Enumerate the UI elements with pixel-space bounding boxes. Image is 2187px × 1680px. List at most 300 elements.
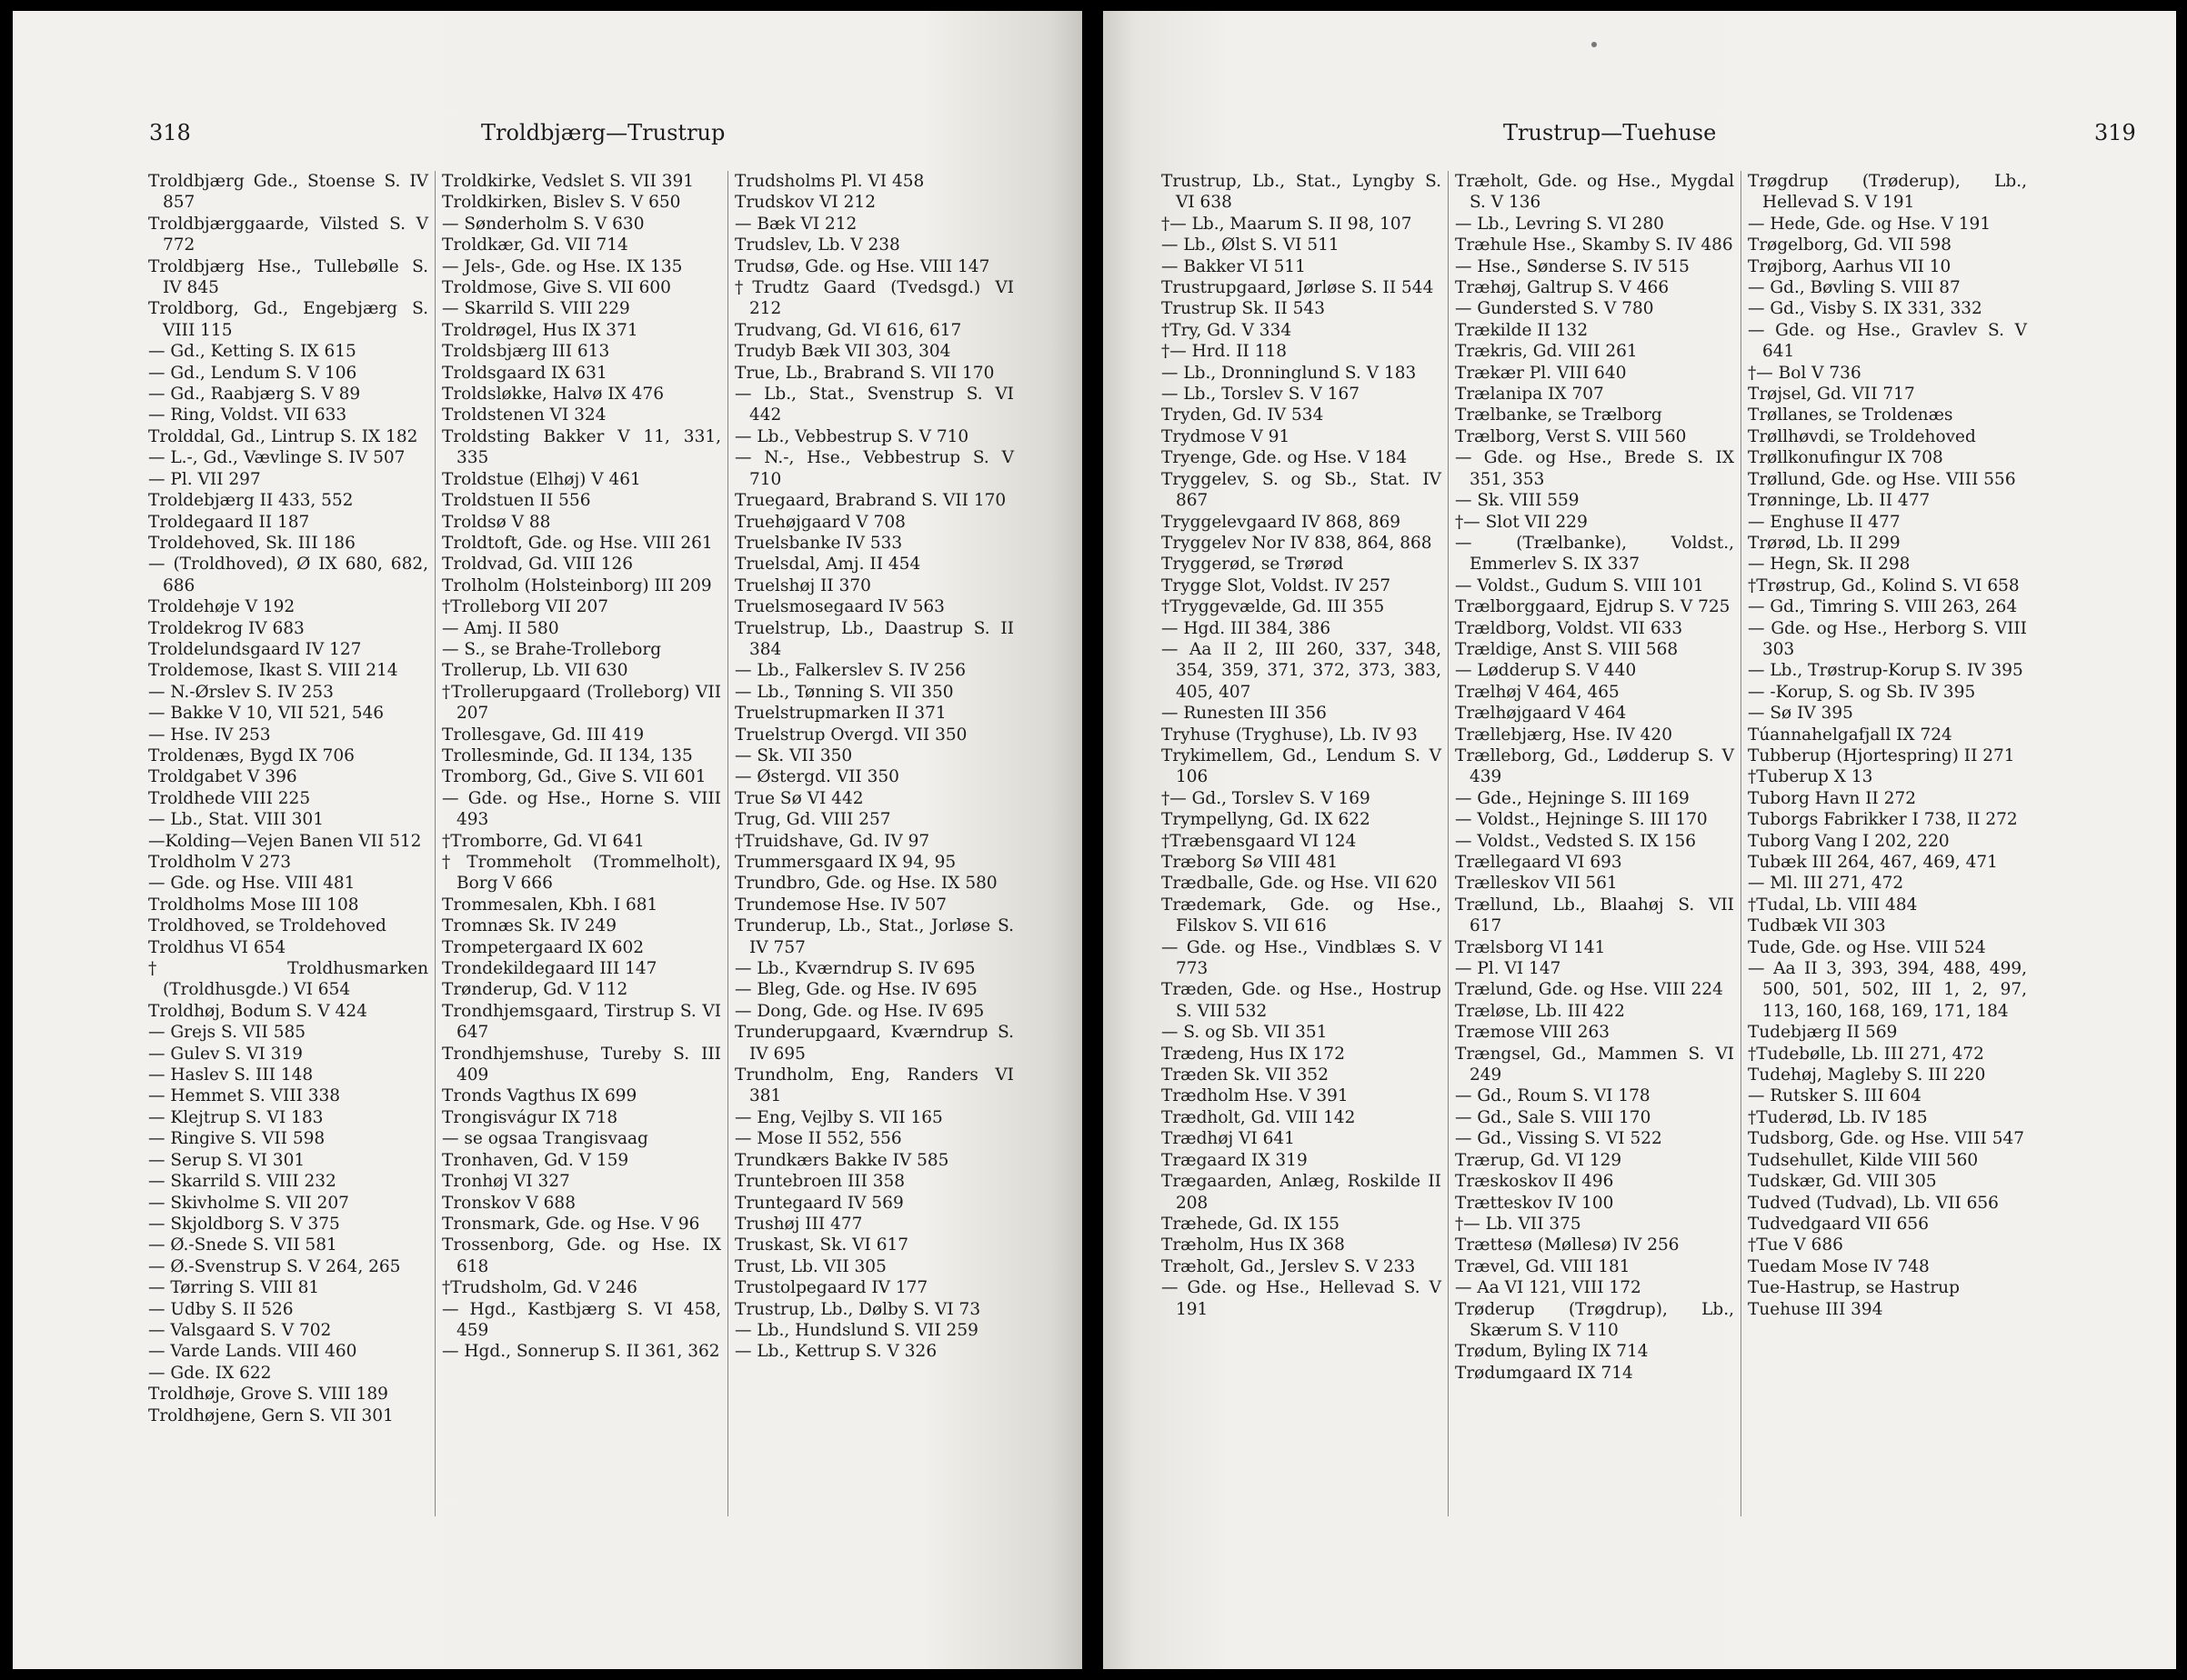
index-entry: Trummersgaard IX 94, 95	[735, 853, 957, 872]
index-entry: — Hemmet S. VIII 338	[148, 1086, 341, 1106]
index-entry: — Sk. VII 350	[735, 745, 853, 765]
index-entry: — Bleg, Gde. og Hse. IV 695	[735, 980, 978, 1000]
index-entry: — Lb., Trøstrup-Korup S. IV 395	[1748, 661, 2023, 681]
index-entry: Trossenborg, Gde. og Hse. IX 618	[442, 1235, 721, 1276]
index-entry: Trustrup, Lb., Stat., Lyngby S. VI 638	[1161, 172, 1441, 213]
index-entry: Troldhøj, Bodum S. V 424	[148, 1001, 367, 1021]
index-entry: Trælund, Gde. og Hse. VIII 224	[1455, 980, 1723, 1000]
index-entry: Troldhede VIII 225	[148, 788, 311, 808]
index-entry: Trædemark, Gde. og Hse., Filskov S. VII 616	[1161, 895, 1441, 936]
index-entry: — Grejs S. VII 585	[148, 1023, 306, 1043]
index-entry: Troldsø V 88	[442, 512, 551, 532]
index-entry: Trælbanke, se Trælborg	[1455, 405, 1662, 425]
index-entry: Troldsting Bakker V 11, 331, 335	[442, 426, 721, 468]
index-entry: Truntegaard IV 569	[735, 1193, 904, 1213]
index-entry: Træhøj, Galtrup S. V 466	[1455, 278, 1670, 298]
index-columns	[142, 171, 1062, 1516]
index-entry: †Tromborre, Gd. VI 641	[442, 831, 645, 851]
index-entry: Trørød, Lb. II 299	[1748, 533, 1901, 553]
index-entry: †Troldhusmarken (Troldhusgde.) VI 654	[148, 959, 428, 1000]
index-entry: Trøjsel, Gd. VII 717	[1748, 385, 1915, 405]
index-entry: — Aa VI 121, VIII 172	[1455, 1278, 1641, 1298]
index-entry: Trøgdrup (Trøderup), Lb., Hellevad S. V 191	[1748, 172, 2027, 213]
index-entry: Troldvad, Gd. VIII 126	[442, 555, 634, 575]
index-entry: †Trommeholt (Trommelholt), Borg V 666	[442, 853, 721, 894]
index-entry: Troldkirke, Vedslet S. VII 391	[442, 172, 695, 191]
index-entry: Trompetergaard IX 602	[442, 937, 645, 957]
index-entry: — Bakke V 10, VII 521, 546	[148, 704, 385, 724]
index-entry: Truelstrupmarken II 371	[735, 704, 947, 724]
index-entry: Tubberup (Hjortespring) II 271	[1748, 745, 2015, 765]
index-entry: Trundbro, Gde. og Hse. IX 580	[735, 874, 998, 894]
index-entry: Trælsborg VI 141	[1455, 937, 1606, 957]
index-entry: — Gde. IX 622	[148, 1363, 272, 1383]
index-entry: Trushøj III 477	[735, 1214, 863, 1234]
index-entry: — Hse., Sønderse S. IV 515	[1455, 256, 1690, 276]
index-entry: Trolholm (Holsteinborg) III 209	[442, 575, 712, 595]
index-entry: Trug, Gd. VIII 257	[735, 810, 891, 830]
index-entry: Tubæk III 264, 467, 469, 471	[1748, 853, 1998, 872]
index-entry: — Lb., Falkerslev S. IV 256	[735, 661, 967, 681]
index-entry: — Hgd., Sonnerup S. II 361, 362	[442, 1342, 720, 1362]
index-entry: Trædholm Hse. V 391	[1161, 1086, 1349, 1106]
index-entry: — Lb., Kettrup S. V 326	[735, 1342, 938, 1362]
index-entry: Trundemose Hse. IV 507	[735, 895, 948, 915]
index-entry: Trækilde II 132	[1455, 320, 1589, 340]
index-entry: Træholt, Gd., Jerslev S. V 233	[1161, 1256, 1416, 1276]
index-entry: Troldelundsgaard IV 127	[148, 639, 362, 659]
index-entry: — Gde. og Hse., Hellevad S. V 191	[1161, 1278, 1441, 1319]
index-entry: Troldkær, Gd. VII 714	[442, 235, 628, 255]
index-entry: †Trollerupgaard (Trolleborg) VII 207	[442, 682, 721, 724]
index-entry: Tromnæs Sk. IV 249	[442, 916, 617, 936]
index-entry: — Lb., Stat. VIII 301	[148, 810, 324, 830]
index-entry: Trudskov VI 212	[735, 193, 876, 213]
index-entry: — Gd., Lendum S. V 106	[148, 363, 357, 383]
index-column	[1741, 171, 2033, 1516]
index-entry: — Gulev S. VI 319	[148, 1044, 303, 1064]
index-entry: †Tryggevælde, Gd. III 355	[1161, 597, 1385, 617]
index-entry: Tuborg Havn II 272	[1748, 788, 1917, 808]
index-entry: — Mose II 552, 556	[735, 1129, 902, 1149]
index-entry: Tronhaven, Gd. V 159	[442, 1150, 629, 1170]
index-entry: Trængsel, Gd., Mammen S. VI 249	[1455, 1044, 1734, 1085]
index-column	[142, 171, 435, 1516]
right-page	[1103, 11, 2176, 1669]
index-entry: Trælborg, Verst S. VIII 560	[1455, 426, 1687, 446]
index-entry: — Lb., Dronninglund S. V 183	[1161, 363, 1417, 383]
index-entry: Trolddal, Gd., Lintrup S. IX 182	[148, 426, 418, 446]
index-entry: — Gd., Raabjærg S. V 89	[148, 385, 361, 405]
index-entry: Trommesalen, Kbh. I 681	[442, 895, 658, 915]
index-entry: Trædballe, Gde. og Hse. VII 620	[1161, 874, 1438, 894]
index-entry: Tuedam Mose IV 748	[1748, 1256, 1930, 1276]
index-entry: †— Lb. VII 375	[1455, 1214, 1581, 1234]
index-entry: Tude, Gde. og Hse. VIII 524	[1748, 937, 1986, 957]
index-entry: — Voldst., Gudum S. VIII 101	[1455, 575, 1704, 595]
index-entry: —Kolding—Vejen Banen VII 512	[148, 831, 422, 851]
index-entry: — Gundersted S. V 780	[1455, 299, 1654, 319]
index-entry: Træløse, Lb. III 422	[1455, 1001, 1625, 1021]
index-entry: Trægaard IX 319	[1161, 1150, 1308, 1170]
index-column	[1448, 171, 1741, 1516]
index-entry: Truelstrup, Lb., Daastrup S. II 384	[735, 618, 1014, 659]
index-entry: — Sø IV 395	[1748, 704, 1853, 724]
index-entry: Trustrup Sk. II 543	[1161, 299, 1325, 319]
running-head: Trustrup—Tuehuse	[1503, 120, 1717, 145]
index-entry: Troldtoft, Gde. og Hse. VIII 261	[442, 533, 713, 553]
index-entry: Trærup, Gd. VI 129	[1455, 1150, 1622, 1170]
index-entry: Trønninge, Lb. II 477	[1748, 491, 1931, 511]
index-entry: Troldbjærg Gde., Stoense S. IV 857	[148, 172, 428, 213]
index-entry: Trælanipa IX 707	[1455, 385, 1604, 405]
page-number: 318	[149, 120, 191, 145]
index-entry: — Hgd., Kastbjærg S. VI 458, 459	[442, 1299, 721, 1340]
index-entry: Truelstrup Overgd. VII 350	[735, 725, 968, 745]
index-entry: — Gde. og Hse., Vindblæs S. V 773	[1161, 937, 1441, 979]
index-entry: Trægaarden, Anlæg, Roskilde II 208	[1161, 1172, 1441, 1213]
index-entry: — S., se Brahe-Trolleborg	[442, 639, 662, 659]
index-entry: Trældborg, Voldst. VII 633	[1455, 618, 1683, 638]
index-entry: Tryggerød, se Trørød	[1161, 555, 1344, 575]
index-entry: †Tudal, Lb. VIII 484	[1748, 895, 1918, 915]
index-entry: — Haslev S. III 148	[148, 1065, 314, 1085]
index-entry: Trunderup, Lb., Stat., Jorløse S. IV 757	[735, 916, 1014, 957]
index-entry: — N.-Ørslev S. IV 253	[148, 682, 334, 702]
index-entry: Træmose VIII 263	[1455, 1023, 1610, 1043]
index-entry: Træholt, Gde. og Hse., Mygdal S. V 136	[1455, 172, 1734, 213]
index-entry: Troldrøgel, Hus IX 371	[442, 320, 638, 340]
index-entry: †Trudsholm, Gd. V 246	[442, 1278, 637, 1298]
index-entry: Troldborg, Gd., Engebjærg S. VIII 115	[148, 299, 428, 340]
index-entry: Tryenge, Gde. og Hse. V 184	[1161, 448, 1408, 468]
index-entry: — Gde. og Hse., Herborg S. VIII 303	[1748, 618, 2027, 659]
index-entry: Trydmose V 91	[1161, 426, 1290, 446]
index-entry: — (Troldhoved), Ø IX 680, 682, 686	[148, 555, 428, 595]
index-entry: †Tue V 686	[1748, 1235, 1843, 1255]
index-entry: †— Lb., Maarum S. II 98, 107	[1161, 214, 1412, 234]
page-number: 319	[2094, 120, 2136, 145]
index-entry: Trollesminde, Gd. II 134, 135	[442, 745, 693, 765]
index-column	[727, 171, 1020, 1516]
index-entry: Trøllkonufingur IX 708	[1748, 448, 1943, 468]
index-entry: Troldgabet V 396	[148, 767, 297, 787]
index-entry: Trødumgaard IX 714	[1455, 1363, 1633, 1383]
index-entry: Trympellyng, Gd. IX 622	[1161, 810, 1370, 830]
index-entry: Tromborg, Gd., Give S. VII 601	[442, 767, 707, 787]
index-entry: Tryden, Gd. IV 534	[1161, 405, 1324, 425]
index-entry: — Gd., Roum S. VI 178	[1455, 1086, 1650, 1106]
index-entry: Tronhøj VI 327	[442, 1172, 570, 1192]
index-entry: Trygge Slot, Voldst. IV 257	[1161, 575, 1391, 595]
index-entry: Trællegaard VI 693	[1455, 853, 1622, 872]
index-entry: — Tørring S. VIII 81	[148, 1278, 320, 1298]
index-entry: Trøjborg, Aarhus VII 10	[1748, 256, 1951, 276]
index-entry: — Enghuse II 477	[1748, 512, 1901, 532]
index-entry: Tronds Vagthus IX 699	[442, 1086, 637, 1106]
index-entry: — Skarrild S. VIII 232	[148, 1172, 336, 1192]
index-entry: — Gd., Timring S. VIII 263, 264	[1748, 597, 2018, 617]
index-entry: Tryhuse (Tryghuse), Lb. IV 93	[1161, 725, 1418, 745]
index-entry: Tronskov V 688	[442, 1193, 576, 1213]
index-entry: Trældige, Anst S. VIII 568	[1455, 639, 1679, 659]
index-entry: Trøllanes, se Troldenæs	[1748, 405, 1953, 425]
index-entry: — -Korup, S. og Sb. IV 395	[1748, 682, 1976, 702]
index-entry: — Lødderup S. V 440	[1455, 661, 1637, 681]
index-entry: — Gd., Visby S. IX 331, 332	[1748, 299, 1982, 319]
index-entry: Tudsehullet, Kilde VIII 560	[1748, 1150, 1979, 1170]
index-entry: Troldekrog IV 683	[148, 618, 305, 638]
index-entry: Troldmose, Give S. VII 600	[442, 278, 671, 298]
index-entry: — Sønderholm S. V 630	[442, 214, 645, 234]
index-entry: Træden Sk. VII 352	[1161, 1065, 1329, 1085]
index-entry: Trævel, Gd. VIII 181	[1455, 1256, 1630, 1276]
index-entry: †— Gd., Torslev S. V 169	[1161, 788, 1370, 808]
index-entry: — Hgd. III 384, 386	[1161, 618, 1331, 638]
index-entry: Troldhoved, se Troldehoved	[148, 916, 386, 936]
index-entry: Træholm, Hus IX 368	[1161, 1235, 1345, 1255]
index-entry: — S. og Sb. VII 351	[1161, 1023, 1328, 1043]
index-entry: Trustrup, Lb., Dølby S. VI 73	[735, 1299, 981, 1319]
index-entry: — Ringive S. VII 598	[148, 1129, 326, 1149]
index-entry: — Skjoldborg S. V 375	[148, 1214, 340, 1234]
index-entry: — Ø.-Snede S. VII 581	[148, 1235, 337, 1255]
index-entry: †— Hrd. II 118	[1161, 342, 1288, 362]
index-entry: Tudebjærg II 569	[1748, 1023, 1898, 1043]
index-entry: — Klejtrup S. VI 183	[148, 1107, 324, 1127]
index-entry: Trudvang, Gd. VI 616, 617	[735, 320, 962, 340]
index-entry: Tudsborg, Gde. og Hse. VIII 547	[1748, 1129, 2025, 1149]
index-column	[1155, 171, 1448, 1516]
index-entry: — Ø.-Svenstrup S. V 264, 265	[148, 1256, 401, 1276]
index-entry: Troldstenen VI 324	[442, 405, 607, 425]
index-entry: Troldhus VI 654	[148, 937, 286, 957]
index-entry: Trondekildegaard III 147	[442, 959, 657, 979]
index-entry: Trællebjærg, Hse. IV 420	[1455, 725, 1672, 745]
index-entry: Trælhøj V 464, 465	[1455, 682, 1620, 702]
index-entry: Troldemose, Ikast S. VIII 214	[148, 661, 398, 681]
index-entry: Troldstue (Elhøj) V 461	[442, 469, 641, 489]
index-entry: Troldholms Mose III 108	[148, 895, 359, 915]
index-entry: — Ring, Voldst. VII 633	[148, 405, 347, 425]
index-entry: Trødum, Byling IX 714	[1455, 1342, 1649, 1362]
index-entry: Trudsholms Pl. VI 458	[735, 172, 925, 191]
index-entry: †— Slot VII 229	[1455, 512, 1588, 532]
index-entry: Truegaard, Brabrand S. VII 170	[735, 491, 1007, 511]
index-entry: Trælleskov VII 561	[1455, 874, 1618, 894]
index-entry: — Amj. II 580	[442, 618, 559, 638]
index-entry: — Bæk VI 212	[735, 214, 858, 234]
index-entry: — Sk. VIII 559	[1455, 491, 1580, 511]
index-entry: Troldsløkke, Halvø IX 476	[442, 385, 664, 405]
index-entry: Tudehøj, Magleby S. III 220	[1748, 1065, 1986, 1085]
index-entry: Troldebjærg II 433, 552	[148, 491, 354, 511]
index-entry: Truskast, Sk. VI 617	[735, 1235, 909, 1255]
index-entry: — Jels-, Gde. og Hse. IX 135	[442, 256, 683, 276]
index-entry: Tryggelev Nor IV 838, 864, 868	[1161, 533, 1432, 553]
index-entry: Trøllhøvdi, se Troldehoved	[1748, 426, 1976, 446]
index-entry: †Try, Gd. V 334	[1161, 320, 1292, 340]
index-entry: Tuehuse III 394	[1748, 1299, 1883, 1319]
index-entry: — Gd., Bøvling S. VIII 87	[1748, 278, 1961, 298]
index-entry: — Skarrild S. VIII 229	[442, 299, 630, 319]
index-entry: Tudvedgaard VII 656	[1748, 1214, 1929, 1234]
index-entry: — Udby S. II 526	[148, 1299, 294, 1319]
index-entry: True, Lb., Brabrand S. VII 170	[735, 363, 995, 383]
index-entry: Troldbjærg Hse., Tullebølle S. IV 845	[148, 256, 428, 298]
index-entry: Truntebroen III 358	[735, 1172, 906, 1192]
index-entry: †Tuberup X 13	[1748, 767, 1873, 787]
index-entry: — Aa II 2, III 260, 337, 348, 354, 359, 371, 372, 373, 383, 405, 407	[1161, 639, 1441, 702]
index-entry: True Sø VI 442	[735, 788, 864, 808]
index-entry: Troldbjærggaarde, Vilsted S. V 772	[148, 214, 428, 255]
index-entry: — Gd., Vissing S. VI 522	[1455, 1129, 1662, 1149]
index-entry: †Truidshave, Gd. IV 97	[735, 831, 930, 851]
index-entry: — Varde Lands. VIII 460	[148, 1342, 357, 1362]
index-columns	[1155, 171, 2082, 1516]
speck	[1591, 42, 1597, 47]
index-entry: Troldsbjærg III 613	[442, 342, 610, 362]
index-entry: — Hegn, Sk. II 298	[1748, 555, 1911, 575]
index-entry: Trykimellem, Gd., Lendum S. V 106	[1161, 745, 1441, 787]
index-entry: Trundkærs Bakke IV 585	[735, 1150, 949, 1170]
index-entry: — N.-, Hse., Vebbestrup S. V 710	[735, 448, 1014, 489]
index-entry: — Rutsker S. III 604	[1748, 1086, 1921, 1106]
index-entry: — Hse. IV 253	[148, 725, 271, 745]
index-entry: Trundholm, Eng, Randers VI 381	[735, 1065, 1014, 1106]
index-entry: †Trudtz Gaard (Tvedsgd.) VI 212	[735, 278, 1014, 319]
index-entry: — Skivholme S. VII 207	[148, 1193, 349, 1213]
index-entry: Træden, Gde. og Hse., Hostrup S. VIII 532	[1161, 980, 1441, 1021]
index-entry: — Voldst., Vedsted S. IX 156	[1455, 831, 1697, 851]
index-entry: Truehøjgaard V 708	[735, 512, 906, 532]
index-entry: — Dong, Gde. og Hse. IV 695	[735, 1001, 985, 1021]
running-head: Troldbjærg—Trustrup	[481, 120, 726, 145]
index-entry: Trunderupgaard, Kværndrup S. IV 695	[735, 1023, 1014, 1064]
index-entry: — se ogsaa Trangisvaag	[442, 1129, 648, 1149]
index-entry: Trædholt, Gd. VIII 142	[1161, 1107, 1356, 1127]
index-entry: — Runesten III 356	[1161, 704, 1327, 724]
index-entry: — Lb., Vebbestrup S. V 710	[735, 426, 969, 446]
index-entry: Troldenæs, Bygd IX 706	[148, 745, 355, 765]
index-entry: Tue-Hastrup, se Hastrup	[1748, 1278, 1960, 1298]
index-entry: — Lb., Ølst S. VI 511	[1161, 235, 1339, 255]
index-entry: — (Trælbanke), Voldst., Emmerlev S. IX 337	[1455, 533, 1734, 575]
index-entry: Trongisvágur IX 718	[442, 1107, 618, 1127]
index-entry: Trondhjemshuse, Tureby S. III 409	[442, 1044, 721, 1085]
index-entry: Træhule Hse., Skamby S. IV 486	[1455, 235, 1733, 255]
index-entry: — Valsgaard S. V 702	[148, 1320, 332, 1340]
index-entry: †— Bol V 736	[1748, 363, 1861, 383]
index-entry: Troldstuen II 556	[442, 491, 591, 511]
index-entry: — Gd., Sale S. VIII 170	[1455, 1107, 1651, 1127]
index-entry: — Lb., Stat., Svenstrup S. VI 442	[735, 385, 1014, 425]
index-entry: — Østergd. VII 350	[735, 767, 899, 787]
index-entry: Trøgelborg, Gd. VII 598	[1748, 235, 1952, 255]
index-entry: — Hede, Gde. og Hse. V 191	[1748, 214, 1991, 234]
index-entry: — Ml. III 271, 472	[1748, 874, 1904, 894]
index-entry: Troldehøje V 192	[148, 597, 296, 617]
index-entry: Tudbæk VII 303	[1748, 916, 1886, 936]
index-entry: Trækær Pl. VIII 640	[1455, 363, 1627, 383]
index-entry: — Gde. og Hse., Horne S. VIII 493	[442, 788, 721, 830]
index-entry: Troldhøje, Grove S. VIII 189	[148, 1385, 388, 1405]
index-entry: Truelsbanke IV 533	[735, 533, 903, 553]
index-entry: †Tuderød, Lb. IV 185	[1748, 1107, 1928, 1127]
index-column	[435, 171, 727, 1516]
index-entry: Trøderup (Trøgdrup), Lb., Skærum S. V 110	[1455, 1299, 1734, 1340]
index-entry: Tudved (Tudvad), Lb. VII 656	[1748, 1193, 1999, 1213]
index-entry: Troldehoved, Sk. III 186	[148, 533, 356, 553]
index-entry: Trust, Lb. VII 305	[735, 1256, 887, 1276]
index-entry: — Lb., Hundslund S. VII 259	[735, 1320, 978, 1340]
index-entry: Troldhøjene, Gern S. VII 301	[148, 1405, 394, 1425]
index-entry: — Gde. og Hse., Gravlev S. V 641	[1748, 320, 2027, 362]
index-entry: Tronsmark, Gde. og Hse. V 96	[442, 1214, 700, 1234]
index-entry: Tuborg Vang I 202, 220	[1748, 831, 1950, 851]
index-entry: Túannahelgafjall IX 724	[1748, 725, 1952, 745]
index-entry: — Bakker VI 511	[1161, 256, 1306, 276]
index-entry: †Tudebølle, Lb. III 271, 472	[1748, 1044, 1984, 1064]
index-entry: Trustrupgaard, Jørløse S. II 544	[1161, 278, 1434, 298]
index-entry: Tuborgs Fabrikker I 738, II 272	[1748, 810, 2018, 830]
index-entry: — Lb., Tønning S. VII 350	[735, 682, 954, 702]
index-entry: — Serup S. VI 301	[148, 1150, 306, 1170]
index-entry: Truelsmosegaard IV 563	[735, 597, 945, 617]
index-entry: †Træbensgaard VI 124	[1161, 831, 1357, 851]
left-page	[13, 11, 1082, 1669]
index-entry: Troldholm V 273	[148, 853, 292, 872]
index-entry: Trælhøjgaard V 464	[1455, 704, 1627, 724]
index-entry: Trudyb Bæk VII 303, 304	[735, 342, 951, 362]
index-entry: Trudsø, Gde. og Hse. VIII 147	[735, 256, 990, 276]
index-entry: Trønderup, Gd. V 112	[442, 980, 628, 1000]
index-entry: Troldkirken, Bislev S. V 650	[442, 193, 681, 213]
index-entry: Trælleborg, Gd., Lødderup S. V 439	[1455, 745, 1734, 787]
index-entry: — Gde. og Hse. VIII 481	[148, 874, 356, 894]
index-entry: — Pl. VII 297	[148, 469, 261, 489]
index-entry: Trællund, Lb., Blaahøj S. VII 617	[1455, 895, 1734, 936]
index-entry: — Lb., Levring S. VI 280	[1455, 214, 1664, 234]
index-entry: Træborg Sø VIII 481	[1161, 853, 1339, 872]
index-entry: — Eng, Vejlby S. VII 165	[735, 1107, 943, 1127]
index-entry: Trøllund, Gde. og Hse. VIII 556	[1748, 469, 2016, 489]
index-entry: — Gde., Hejninge S. III 169	[1455, 788, 1690, 808]
index-entry: Trækris, Gd. VIII 261	[1455, 342, 1638, 362]
index-entry: Trætteskov IV 100	[1455, 1193, 1614, 1213]
index-entry: — Gde. og Hse., Brede S. IX 351, 353	[1455, 448, 1734, 489]
index-entry: Troldsgaard IX 631	[442, 363, 607, 383]
index-entry: Trollesgave, Gd. III 419	[442, 725, 645, 745]
index-entry: — Lb., Kværndrup S. IV 695	[735, 959, 976, 979]
index-entry: — Lb., Torslev S. V 167	[1161, 385, 1360, 405]
index-entry: Troldegaard II 187	[148, 512, 310, 532]
index-entry: — Gd., Ketting S. IX 615	[148, 342, 356, 362]
index-entry: Tryggelev, S. og Sb., Stat. IV 867	[1161, 469, 1441, 511]
index-entry: Trondhjemsgaard, Tirstrup S. VI 647	[442, 1001, 721, 1043]
index-entry: Trudslev, Lb. V 238	[735, 235, 900, 255]
index-entry: Truelsdal, Amj. II 454	[735, 555, 921, 575]
index-entry: — Pl. VI 147	[1455, 959, 1561, 979]
index-entry: Trustolpegaard IV 177	[735, 1278, 928, 1298]
index-entry: Trælborggaard, Ejdrup S. V 725	[1455, 597, 1731, 617]
index-entry: †Trøstrup, Gd., Kolind S. VI 658	[1748, 575, 2020, 595]
index-entry: Tryggelevgaard IV 868, 869	[1161, 512, 1400, 532]
index-entry: Truelshøj II 370	[735, 575, 871, 595]
index-entry: Tudskær, Gd. VIII 305	[1748, 1172, 1937, 1192]
index-entry: Trollerup, Lb. VII 630	[442, 661, 628, 681]
index-entry: Trædhøj VI 641	[1161, 1129, 1295, 1149]
